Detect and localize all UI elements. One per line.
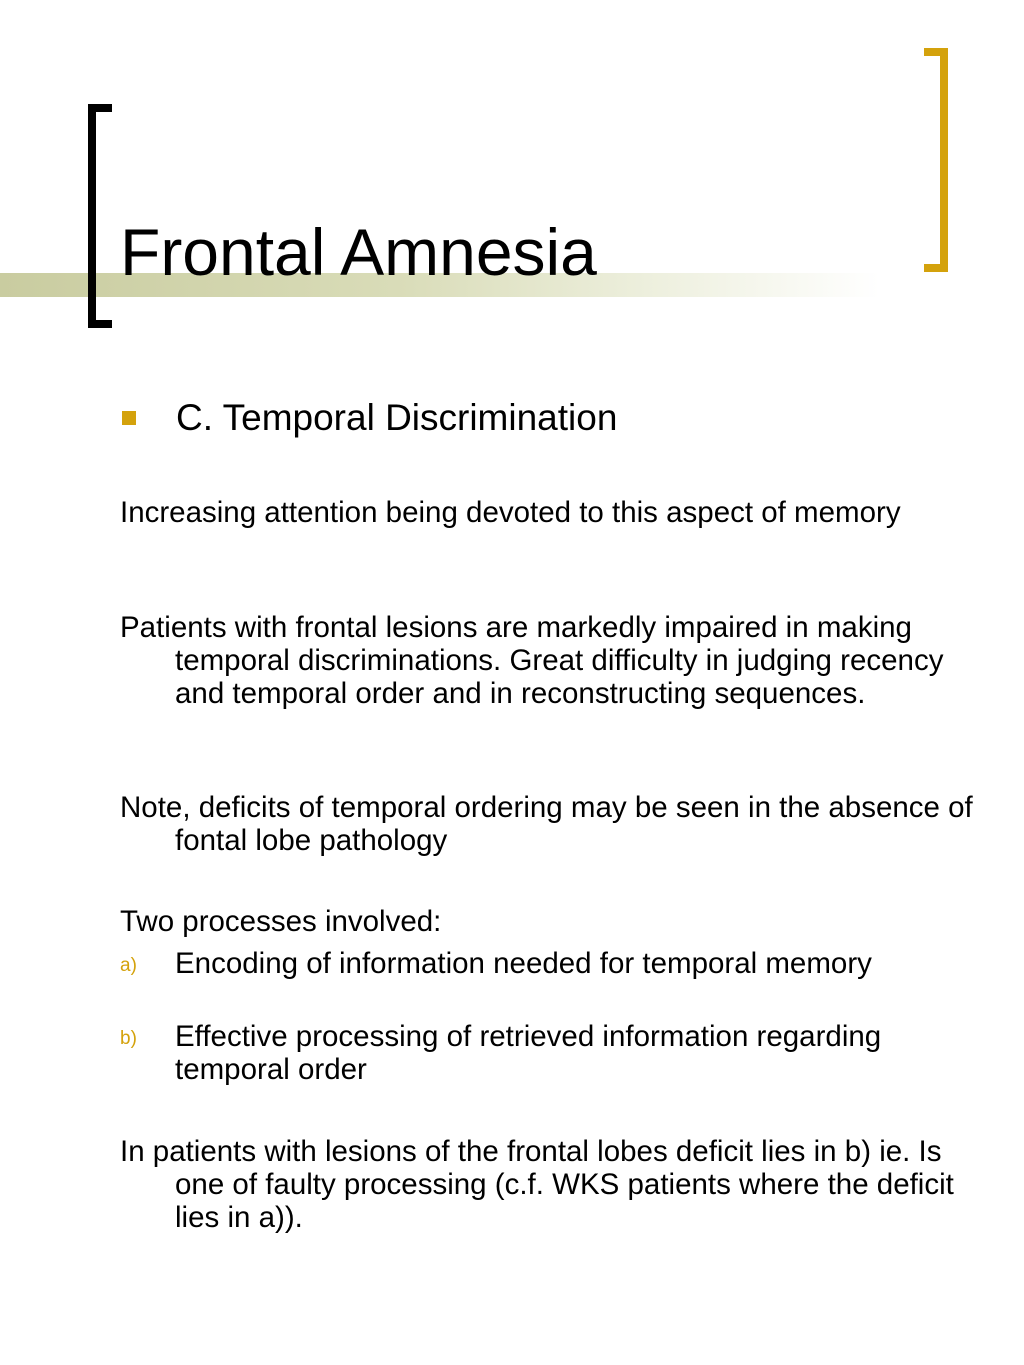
process-text-b: Effective processing of retrieved information regarding temporal order (175, 1020, 882, 1086)
section-bullet (122, 394, 617, 442)
paragraph-patients: Patients with frontal lesions are markedly impaired in making temporal discriminations. Great difficulty in judging recency and temporal order and in reconstructing sequences. (120, 611, 944, 710)
left-bracket-decoration (88, 104, 112, 328)
process-text-a: Encoding of information needed for temporal memory (175, 947, 872, 980)
slide-title: Frontal Amnesia (120, 215, 597, 289)
section-heading: C. Temporal Discrimination (176, 397, 618, 438)
process-item-b (120, 1020, 980, 1086)
processes-heading: Two processes involved: (120, 905, 442, 938)
list-marker-a: a) (120, 955, 137, 976)
paragraph-conclusion: In patients with lesions of the frontal lobes deficit lies in b) ie. Is one of faulty processing (c.f. WKS patients where the deficit lies in a)). (120, 1135, 954, 1234)
right-bracket-decoration (924, 48, 948, 272)
square-bullet-icon (122, 411, 136, 425)
paragraph-note: Note, deficits of temporal ordering may be seen in the absence of fontal lobe pathology (120, 791, 973, 857)
list-marker-b: b) (120, 1028, 137, 1049)
paragraph-attention: Increasing attention being devoted to this aspect of memory (120, 496, 901, 529)
process-item-a (120, 947, 980, 980)
